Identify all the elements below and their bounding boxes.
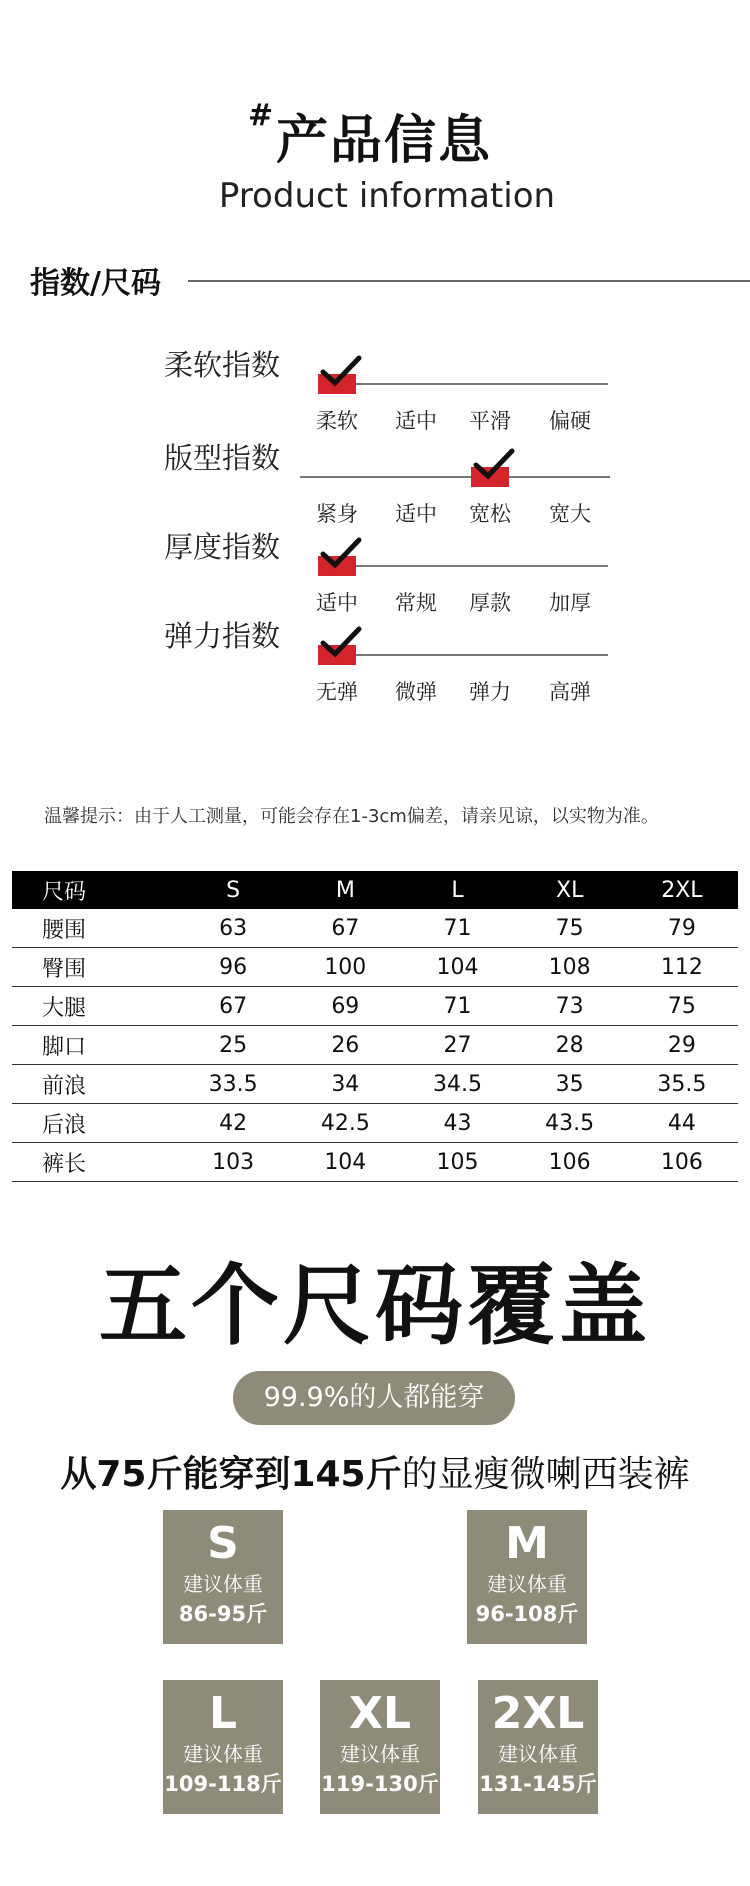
index-scale-line	[300, 476, 610, 478]
index-option-label: 柔软	[316, 409, 358, 433]
size-box-label: 建议体重	[183, 1572, 263, 1596]
table-header-cell: 2XL	[626, 871, 738, 909]
size-box-xl	[320, 1680, 440, 1814]
index-option-label: 无弹	[316, 680, 358, 704]
table-cell: 35	[514, 1065, 626, 1104]
table-cell: 34.5	[401, 1065, 513, 1104]
index-label: 柔软指数	[164, 348, 281, 382]
table-cell: 42	[177, 1104, 289, 1143]
size-table	[12, 871, 738, 1182]
size-box-size: L	[208, 1688, 238, 1739]
table-cell: 112	[626, 948, 738, 987]
table-cell: 26	[289, 1026, 401, 1065]
index-option-label: 偏硬	[549, 409, 591, 433]
table-cell: 104	[289, 1143, 401, 1182]
table-cell: 108	[514, 948, 626, 987]
table-cell: 裤长	[12, 1143, 177, 1182]
table-cell: 103	[177, 1143, 289, 1182]
index-option-label: 常规	[395, 591, 437, 615]
table-row	[12, 987, 738, 1026]
page-title: 产品信息	[276, 111, 493, 171]
table-cell: 71	[401, 987, 513, 1026]
table-row	[12, 909, 738, 948]
index-label: 厚度指数	[164, 530, 281, 564]
table-cell: 79	[626, 909, 738, 948]
size-box-weight: 109-118斤	[164, 1772, 282, 1796]
index-option-label: 厚款	[469, 591, 511, 615]
size-box-weight: 96-108斤	[475, 1602, 579, 1626]
measurement-note: 温馨提示：由于人工测量，可能会存在1-3cm偏差，请亲见谅，以实物为准。	[44, 806, 659, 827]
table-cell: 100	[289, 948, 401, 987]
table-cell: 75	[514, 909, 626, 948]
size-box-m	[467, 1510, 587, 1644]
index-option-label: 紧身	[316, 502, 358, 526]
table-cell: 96	[177, 948, 289, 987]
page-subtitle: Product information	[218, 176, 556, 216]
size-box-size: M	[505, 1518, 549, 1569]
table-cell: 27	[401, 1026, 513, 1065]
index-option-label: 适中	[395, 502, 437, 526]
table-cell: 105	[401, 1143, 513, 1182]
table-cell: 44	[626, 1104, 738, 1143]
index-option-label: 加厚	[549, 591, 591, 615]
size-box-label: 建议体重	[487, 1572, 567, 1596]
table-row	[12, 1143, 738, 1182]
table-cell: 29	[626, 1026, 738, 1065]
table-cell: 臀围	[12, 948, 177, 987]
size-box-2xl	[478, 1680, 598, 1814]
index-label: 弹力指数	[164, 619, 281, 653]
section-divider	[188, 280, 750, 282]
table-cell: 35.5	[626, 1065, 738, 1104]
table-cell: 脚口	[12, 1026, 177, 1065]
index-option-label: 弹力	[469, 680, 511, 704]
table-cell: 106	[626, 1143, 738, 1182]
size-box-size: 2XL	[491, 1688, 585, 1739]
coverage-tagline	[0, 1446, 750, 1497]
index-option-label: 高弹	[549, 680, 591, 704]
table-cell: 34	[289, 1065, 401, 1104]
table-cell: 73	[514, 987, 626, 1026]
table-header-cell: S	[177, 871, 289, 909]
table-cell: 63	[177, 909, 289, 948]
table-cell: 28	[514, 1026, 626, 1065]
size-box-size: XL	[349, 1688, 411, 1739]
table-row	[12, 948, 738, 987]
table-cell: 前浪	[12, 1065, 177, 1104]
table-cell: 43	[401, 1104, 513, 1143]
size-box-label: 建议体重	[340, 1742, 420, 1766]
table-cell: 后浪	[12, 1104, 177, 1143]
size-box-weight: 131-145斤	[479, 1772, 597, 1796]
size-box-weight: 86-95斤	[178, 1602, 268, 1626]
table-row	[12, 1065, 738, 1104]
tagline-product: 的显瘦微喇西装裤	[401, 1454, 690, 1495]
table-row	[12, 1026, 738, 1065]
table-cell: 67	[177, 987, 289, 1026]
table-header-cell: L	[401, 871, 513, 909]
size-box-s	[163, 1510, 283, 1644]
index-option-label: 宽松	[469, 502, 511, 526]
table-header-cell: 尺码	[12, 871, 177, 909]
section-label: 指数/尺码	[30, 266, 161, 301]
hash-symbol: #	[248, 98, 274, 133]
size-box-label: 建议体重	[498, 1742, 578, 1766]
table-cell: 42.5	[289, 1104, 401, 1143]
table-cell: 43.5	[514, 1104, 626, 1143]
checkmark-icon	[319, 537, 363, 571]
coverage-pill: 99.9%的人都能穿	[233, 1371, 515, 1425]
table-cell: 25	[177, 1026, 289, 1065]
index-option-label: 适中	[316, 591, 358, 615]
size-box-weight: 119-130斤	[321, 1772, 439, 1796]
size-box-l	[163, 1680, 283, 1814]
table-row	[12, 1104, 738, 1143]
index-label: 版型指数	[164, 441, 281, 475]
coverage-title: 五个尺码覆盖	[98, 1254, 651, 1357]
table-header-cell: M	[289, 871, 401, 909]
index-option-label: 平滑	[469, 409, 511, 433]
size-box-size: S	[207, 1518, 239, 1569]
table-cell: 71	[401, 909, 513, 948]
checkmark-icon	[319, 626, 363, 660]
table-cell: 腰围	[12, 909, 177, 948]
size-box-label: 建议体重	[183, 1742, 263, 1766]
table-cell: 33.5	[177, 1065, 289, 1104]
table-cell: 67	[289, 909, 401, 948]
index-option-label: 适中	[395, 409, 437, 433]
table-cell: 104	[401, 948, 513, 987]
table-cell: 75	[626, 987, 738, 1026]
table-cell: 69	[289, 987, 401, 1026]
index-option-label: 宽大	[549, 502, 591, 526]
table-cell: 106	[514, 1143, 626, 1182]
index-option-label: 微弹	[395, 680, 437, 704]
tagline-weight-range: 从75斤能穿到145斤	[60, 1454, 402, 1495]
checkmark-icon	[319, 355, 363, 389]
table-cell: 大腿	[12, 987, 177, 1026]
table-header-row	[12, 871, 738, 909]
checkmark-icon	[472, 448, 516, 482]
table-header-cell: XL	[514, 871, 626, 909]
